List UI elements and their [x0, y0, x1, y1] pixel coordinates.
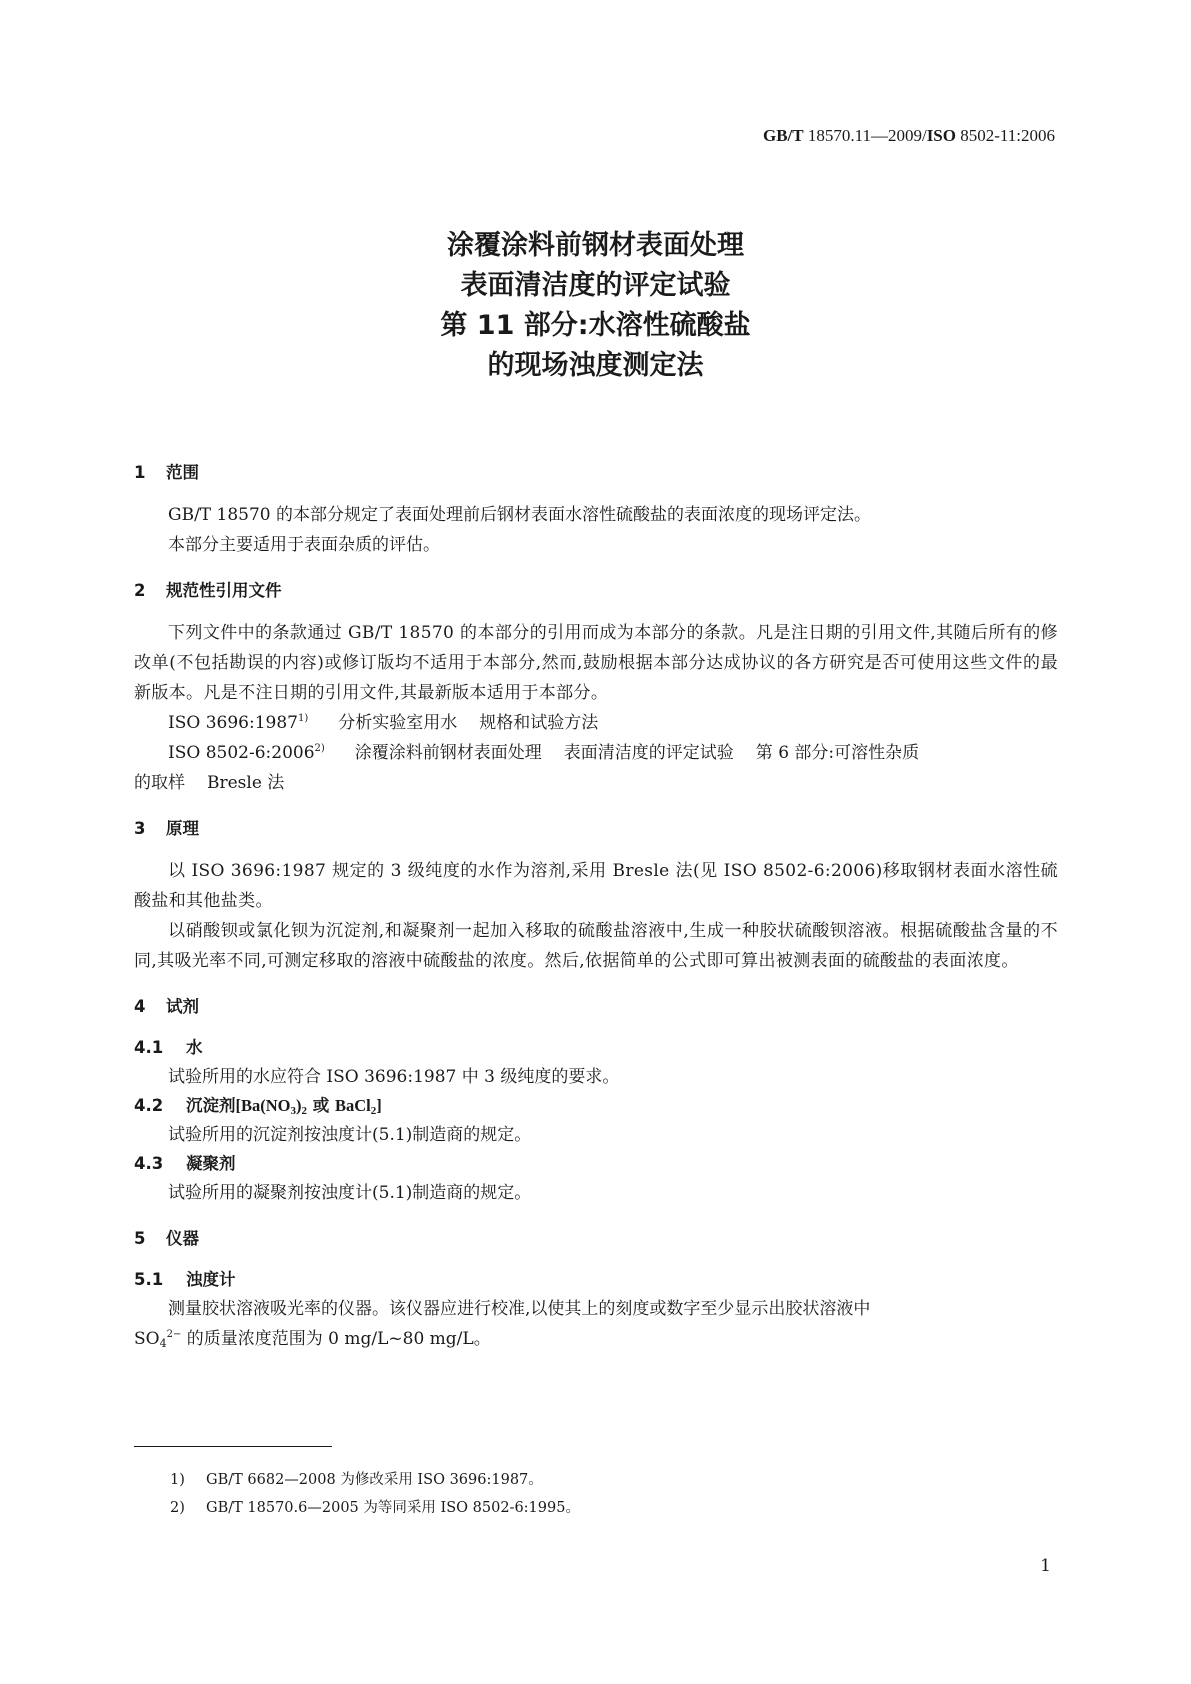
title-line-4: 的现场浊度测定法 [487, 350, 704, 381]
formula-subscript: 2 [370, 1105, 377, 1117]
reference-item-2-cont [134, 768, 1058, 798]
footnote-text: GB/T 6682—2008 为修改采用 ISO 3696:1987。 [206, 1472, 543, 1488]
subsection-number: 4.2 [134, 1096, 164, 1115]
title-line-3: 第 11 部分:水溶性硫酸盐 [440, 310, 751, 341]
paragraph: 下列文件中的条款通过 GB/T 18570 的本部分的引用而成为本部分的条款。凡是注日期的引用文件,其随后所有的修改单(不包括勘误的内容)或修订版均不适用于本部分,然而,鼓励根据本部分达成协议的各方研究是否可使用这些文件的最新版本。凡是不注日期的引用文件,其最新版本适用于本部分。 [134, 623, 1058, 703]
subsection-number: 4.1 [134, 1038, 164, 1057]
reference-title: 规格和试验方法 [479, 713, 599, 733]
text: 的质量浓度范围为 0 mg/L~80 mg/L。 [181, 1329, 491, 1349]
formula-superscript: 2− [166, 1329, 182, 1340]
subsection-5-1-heading [134, 1266, 1058, 1294]
reference-item-1 [134, 708, 1058, 738]
section-title: 原理 [166, 819, 199, 838]
section-number: 4 [134, 997, 146, 1016]
footnote-mark: 2) [170, 1500, 185, 1516]
section-number: 2 [134, 581, 146, 600]
section-5-heading [134, 1224, 1058, 1254]
paragraph-cont [134, 1324, 1058, 1354]
footnote-text: GB/T 18570.6—2005 为等同采用 ISO 8502-6:1995。 [206, 1500, 580, 1516]
paragraph: 试验所用的凝聚剂按浊度计(5.1)制造商的规定。 [168, 1183, 532, 1203]
section-4-heading [134, 992, 1058, 1022]
paragraph: 试验所用的水应符合 ISO 3696:1987 中 3 级纯度的要求。 [168, 1067, 620, 1087]
reference-code: ISO 3696:1987 [168, 713, 298, 733]
std-mid: 18570.11—2009/ [803, 126, 927, 145]
section-title: 范围 [166, 463, 199, 482]
title-line-2: 表面清洁度的评定试验 [460, 270, 731, 301]
title-line-1: 涂覆涂料前钢材表面处理 [447, 230, 744, 261]
formula-subscript: 2 [301, 1105, 307, 1117]
page-number: 1 [1040, 1556, 1051, 1576]
subsection-title: 凝聚剂 [186, 1154, 236, 1173]
document-body [134, 458, 1058, 1354]
footnote-mark: 2) [314, 743, 325, 754]
subsection-4-3-heading [134, 1150, 1058, 1178]
std-iso: ISO [926, 126, 956, 145]
reference-title: 第 6 部分:可溶性杂质 [755, 743, 920, 763]
subsection-number: 4.3 [134, 1154, 164, 1173]
standard-code [763, 126, 1055, 146]
section-number: 3 [134, 819, 146, 838]
chemical-formula [236, 1096, 382, 1115]
section-2-heading [134, 576, 1058, 606]
std-suffix: 8502-11:2006 [955, 126, 1055, 145]
subsection-title: 水 [186, 1038, 203, 1057]
paragraph: 以硝酸钡或氯化钡为沉淀剂,和凝聚剂一起加入移取的硫酸盐溶液中,生成一种胶状硫酸钡溶液。根据硫酸盐含量的不同,其吸光率不同,可测定移取的溶液中硫酸盐的浓度。然后,依据简单的公式即可算出被测表面的硫酸盐的表面浓度。 [134, 921, 1058, 971]
paragraph: 试验所用的沉淀剂按浊度计(5.1)制造商的规定。 [168, 1125, 532, 1145]
paragraph: 测量胶状溶液吸光率的仪器。该仪器应进行校准,以使其上的刻度或数字至少显示出胶状溶液中 [168, 1299, 871, 1319]
subsection-4-1-heading [134, 1034, 1058, 1062]
subsection-title: 沉淀剂 [186, 1096, 236, 1115]
section-number: 1 [134, 463, 146, 482]
formula-or: 或 [307, 1096, 335, 1115]
formula-part: SO [134, 1329, 160, 1349]
footnote-1 [170, 1466, 580, 1494]
footnote-mark: 1) [297, 713, 309, 724]
subsection-4-2-heading [134, 1092, 1058, 1120]
subsection-title: 浊度计 [186, 1270, 236, 1289]
formula-part: ] [376, 1096, 382, 1115]
formula-subscript: 4 [159, 1337, 167, 1350]
paragraph: GB/T 18570 的本部分规定了表面处理前后钢材表面水溶性硫酸盐的表面浓度的现场评定法。 [168, 505, 872, 525]
section-1-heading [134, 458, 1058, 488]
formula-part: [Ba(NO [235, 1096, 291, 1115]
footnote-mark: 1) [170, 1472, 185, 1488]
footnotes [170, 1466, 580, 1522]
std-prefix: GB/T [762, 126, 804, 145]
footnote-divider [134, 1446, 332, 1447]
section-title: 仪器 [166, 1229, 199, 1248]
section-title: 规范性引用文件 [166, 581, 282, 600]
reference-title: Bresle 法 [207, 773, 285, 793]
reference-title: 的取样 [134, 773, 185, 793]
reference-title: 涂覆涂料前钢材表面处理 [354, 743, 542, 763]
subsection-number: 5.1 [134, 1270, 164, 1289]
section-3-heading [134, 814, 1058, 844]
reference-item-2 [134, 738, 1058, 768]
paragraph: 本部分主要适用于表面杂质的评估。 [168, 535, 440, 555]
reference-title: 表面清洁度的评定试验 [563, 743, 734, 763]
document-title [0, 226, 1191, 386]
reference-title: 分析实验室用水 [338, 713, 458, 733]
paragraph: 以 ISO 3696:1987 规定的 3 级纯度的水作为溶剂,采用 Bresle 法(见 ISO 8502-6:2006)移取钢材表面水溶性硫酸盐和其他盐类。 [134, 861, 1058, 911]
footnote-2 [170, 1494, 580, 1522]
section-number: 5 [134, 1229, 146, 1248]
formula-part: BaCl [335, 1096, 371, 1115]
reference-code: ISO 8502-6:2006 [168, 743, 315, 763]
formula-subscript: 3 [290, 1105, 296, 1117]
formula-part: ) [296, 1096, 302, 1115]
section-title: 试剂 [166, 997, 199, 1016]
